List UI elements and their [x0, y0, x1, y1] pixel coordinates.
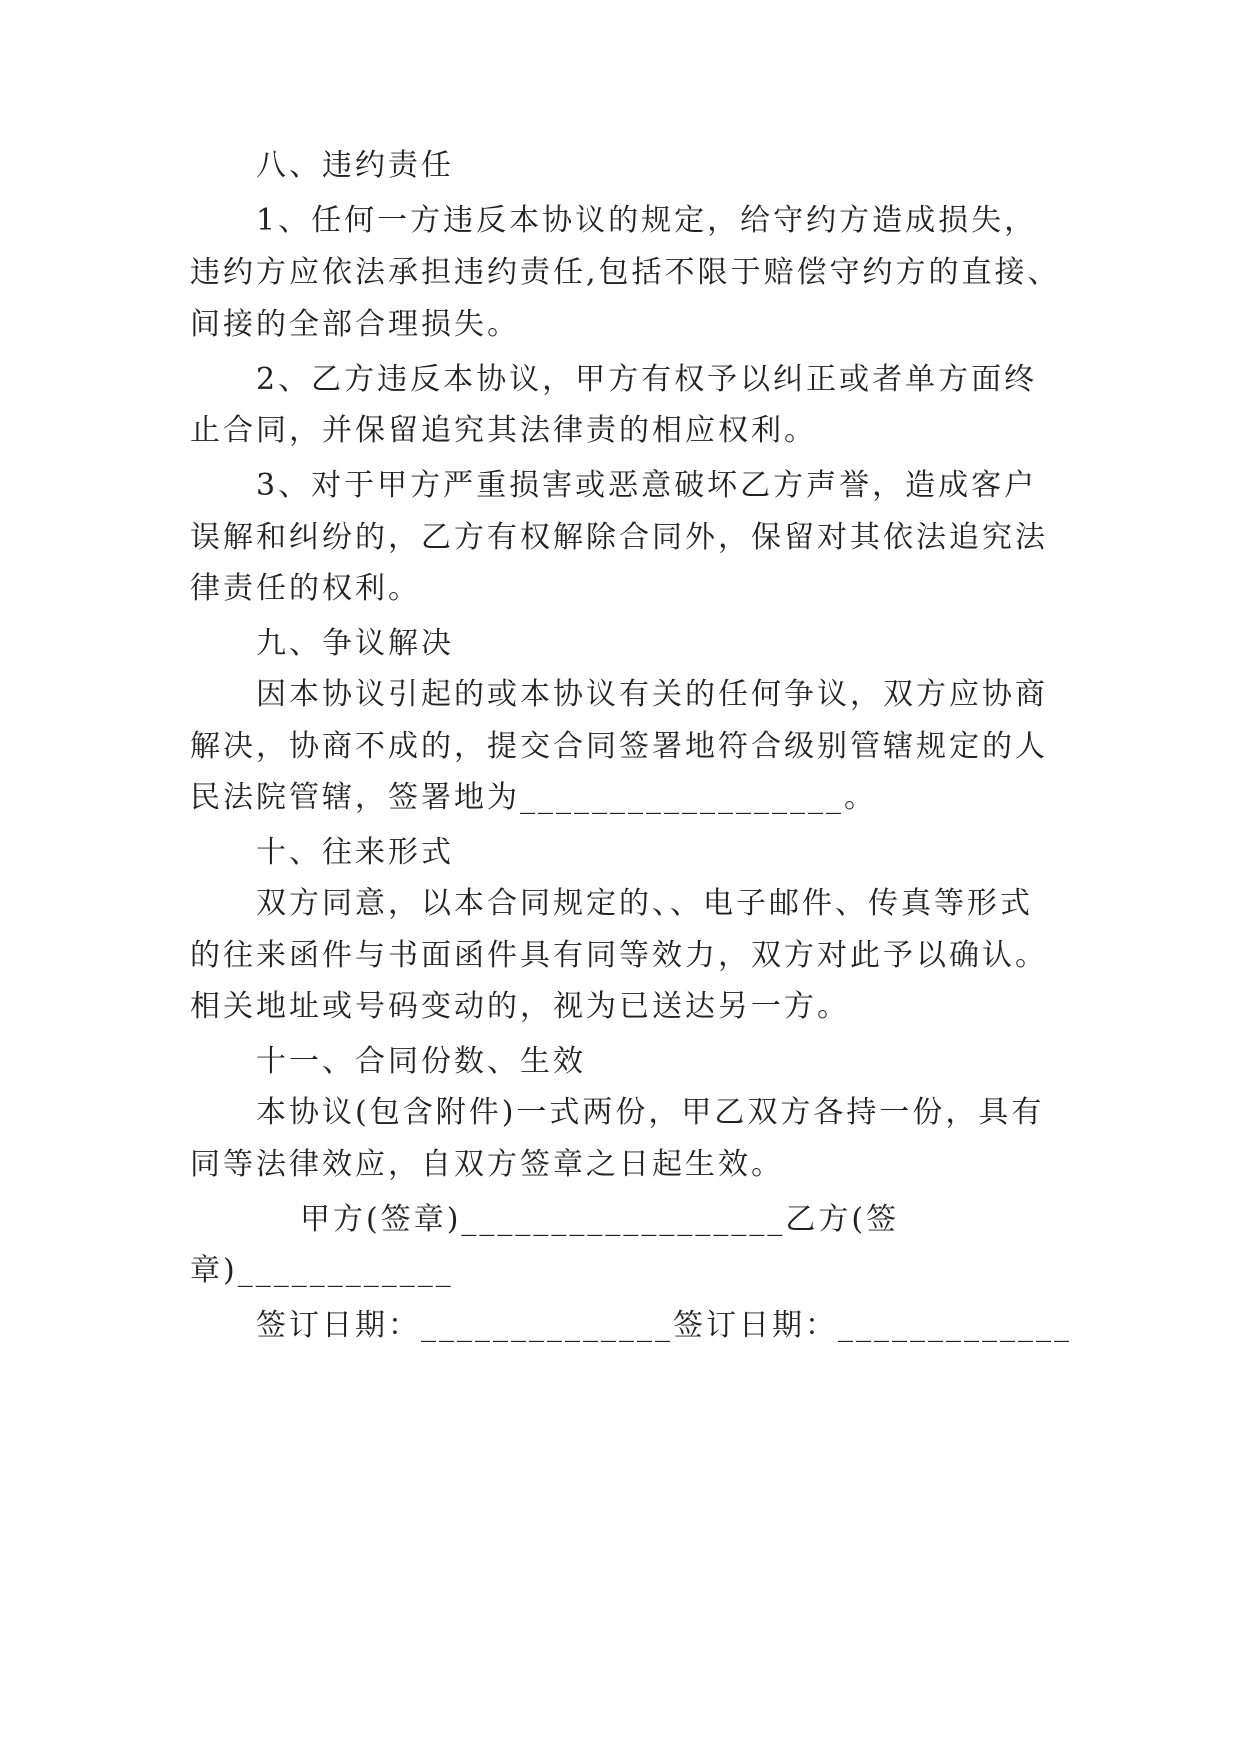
signing-date-line: 签订日期：______________签订日期：_____________: [256, 1308, 1072, 1343]
paragraph-line: 误解和纠纷的，乙方有权解除合同外，保留对其依法追究法: [190, 520, 1048, 555]
paragraph-line: 律责任的权利。: [190, 571, 421, 606]
paragraph-line: 双方同意，以本合同规定的、、电子邮件、传真等形式: [256, 886, 1033, 921]
paragraph-line: 本协议(包含附件)一式两份，甲乙双方各持一份，具有: [256, 1095, 1045, 1130]
paragraph-line: 相关地址或号码变动的，视为已送达另一方。: [190, 989, 850, 1024]
paragraph-line: 解决，协商不成的，提交合同签署地符合级别管辖规定的人: [190, 729, 1048, 764]
paragraph-line: 3、对于甲方严重损害或恶意破坏乙方声誉，造成客户: [256, 468, 1038, 503]
paragraph-line: 的往来函件与书面函件具有同等效力，双方对此予以确认。: [190, 938, 1048, 973]
paragraph-line: 违约方应依法承担违约责任,包括不限于赔偿守约方的直接、: [190, 255, 1061, 290]
paragraph-line: 止合同，并保留追究其法律责的相应权利。: [190, 413, 817, 448]
paragraph-line: 2、乙方违反本协议，甲方有权予以纠正或者单方面终: [256, 362, 1038, 397]
paragraph-line: 民法院管辖，签署地为__________________。: [190, 780, 877, 815]
paragraph-line: 同等法律效应，自双方签章之日起生效。: [190, 1147, 784, 1182]
section-8-heading: 八、违约责任: [256, 148, 454, 183]
paragraph-line: 因本协议引起的或本协议有关的任何争议，双方应协商: [256, 677, 1048, 712]
paragraph-line: 1、任何一方违反本协议的规定，给守约方造成损失，: [256, 203, 1038, 238]
section-11-heading: 十一、合同份数、生效: [256, 1044, 586, 1079]
section-10-heading: 十、往来形式: [256, 835, 454, 870]
signature-line: 甲方(签章)__________________乙方(签: [300, 1202, 900, 1237]
paragraph-line: 间接的全部合理损失。: [190, 307, 520, 342]
signature-line-continued: 章)____________: [190, 1253, 454, 1288]
section-9-heading: 九、争议解决: [256, 626, 454, 661]
